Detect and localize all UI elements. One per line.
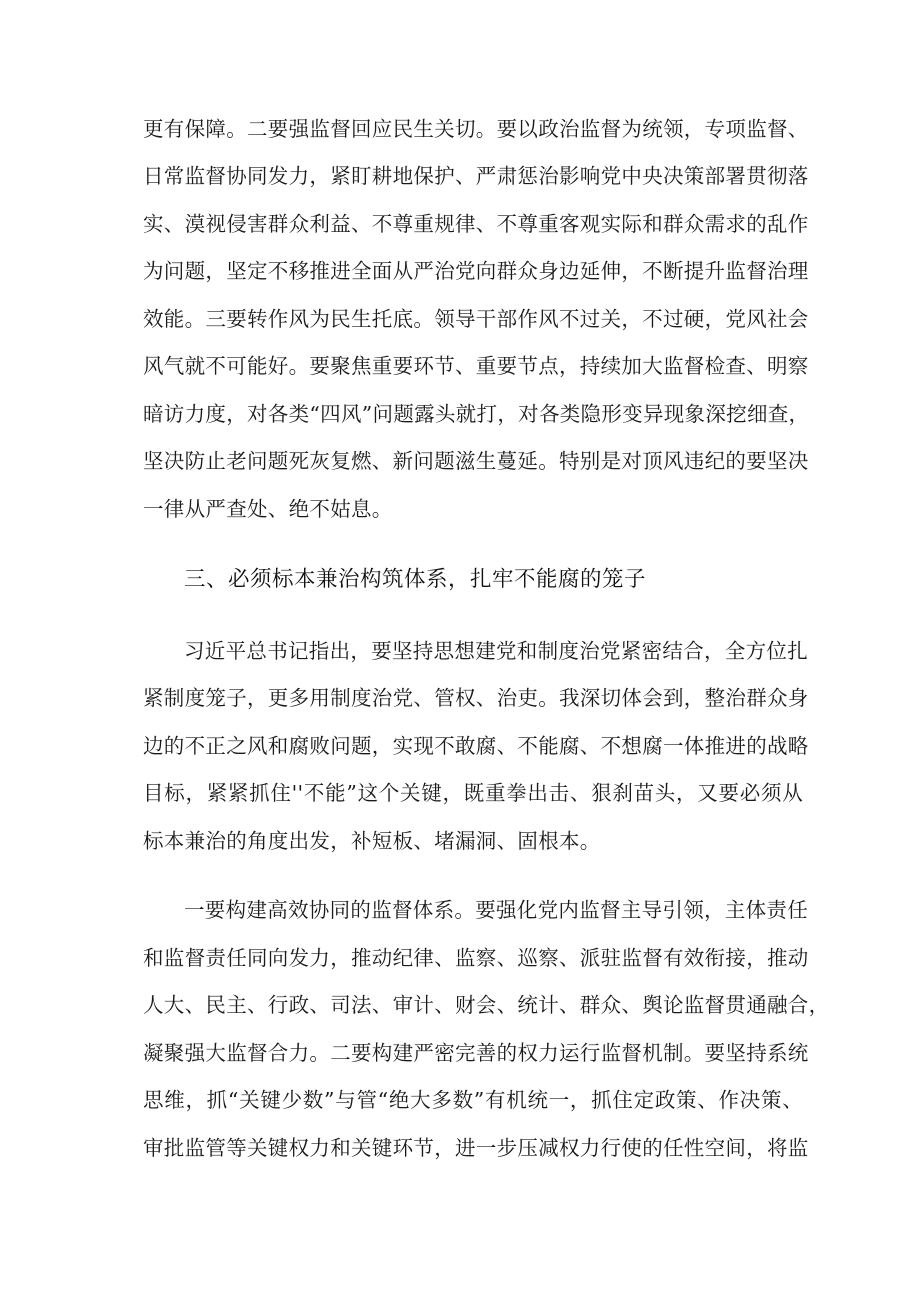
paragraph-line: 一要构建高效协同的监督体系。要强化党内监督主导引领，主体责任: [184, 898, 808, 922]
paragraph-line: 更有保障。二要强监督回应民生关切。要以政治监督为统领，专项监督、: [143, 117, 809, 141]
paragraph-line: 一律从严查处、绝不姑息。: [143, 497, 393, 521]
paragraph-line: 效能。三要转作风为民生托底。领导干部作风不过关，不过硬，党风社会: [143, 307, 809, 331]
paragraph-line: 标本兼治的角度出发，补短板、堵漏洞、固根本。: [143, 829, 601, 853]
paragraph-line: 目标，紧紧抓住''不能”这个关键，既重拳出击、狠刹苗头，又要必须从: [143, 781, 803, 805]
paragraph-line: 紧制度笼子，更多用制度治党、管权、治吏。我深切体会到，整治群众身: [143, 686, 809, 710]
paragraph-line: 和监督责任同向发力，推动纪律、监察、巡察、派驻监督有效衔接，推动: [143, 946, 809, 970]
paragraph-line: 实、漠视侵害群众利益、不尊重规律、不尊重客观实际和群众需求的乱作: [143, 212, 809, 236]
paragraph-line: 暗访力度，对各类“四风”问题露头就打，对各类隐形变异现象深挖细查，: [143, 402, 810, 426]
paragraph-line: 思维，抓“关键少数”与管“绝大多数”有机统一，抓住定政策、作决策、: [143, 1088, 803, 1112]
paragraph-line: 习近平总书记指出，要坚持思想建党和制度治党紧密结合，全方位扎: [184, 639, 808, 663]
paragraph-line: 日常监督协同发力，紧盯耕地保护、严肃惩治影响党中央决策部署贯彻落: [143, 164, 809, 188]
paragraph-line: 人大、民主、行政、司法、审计、财会、统计、群众、舆论监督贯通融合，: [143, 993, 830, 1017]
paragraph-line: 边的不正之风和腐败问题，实现不敢腐、不能腐、不想腐一体推进的战略: [143, 734, 809, 758]
section-heading: 三、必须标本兼治构筑体系，扎牢不能腐的笼子: [184, 567, 647, 592]
paragraph-line: 风气就不可能好。要聚焦重要环节、重要节点，持续加大监督检查、明察: [143, 354, 809, 378]
paragraph-line: 坚决防止老问题死灰复燃、新问题滋生蔓延。特别是对顶风违纪的要坚决: [143, 449, 809, 473]
paragraph-line: 为问题，坚定不移推进全面从严治党向群众身边延伸，不断提升监督治理: [143, 259, 809, 283]
paragraph-line: 审批监管等关键权力和关键环节，进一步压减权力行使的任性空间，将监: [143, 1136, 809, 1160]
paragraph-line: 凝聚强大监督合力。二要构建严密完善的权力运行监督机制。要坚持系统: [143, 1041, 809, 1065]
